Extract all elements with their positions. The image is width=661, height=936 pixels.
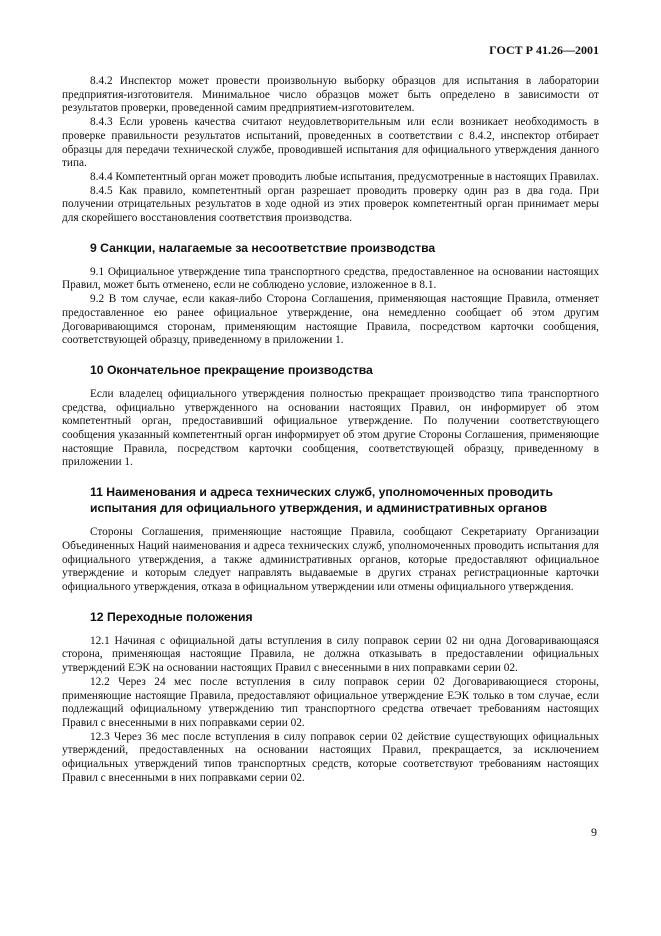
document-body <box>62 75 599 785</box>
paragraph-8-4-5: 8.4.5 Как правило, компетентный орган разрешает проводить проверку один раз в два года. При получении отрицательных результатов в ходе одной из этих проверок компетентный орган принимает меры для скорейшего восстановления соответствия производства. <box>62 184 599 225</box>
section-9-heading: 9 Санкции, налагаемые за несоответствие производства <box>90 240 436 255</box>
paragraph-10: Если владелец официального утверждения полностью прекращает производство типа транспортного средства, официально утвержденного на основании настоящих Правил, он информирует об этом компетентный орган, предоставивший официальное утверждение. По получении соответствующего сообщения указанный компетентный орган информирует об этом другие Стороны Соглашения, применяющие настоящие Правила, посредством карточки сообщения, соответствующей образцу, приведенному в приложении 1. <box>62 387 599 469</box>
section-12-heading: 12 Переходные положения <box>90 609 253 624</box>
paragraph-9-2: 9.2 В том случае, если какая-либо Сторона Соглашения, применяющая настоящие Правила, отменяет предоставленное ею ранее официальное утверждение, она немедленно сообщает об этом другим Договаривающимся сторонам, применяющим настоящие Правила, посредством карточки сообщения, соответствующей образцу, приведенному в приложении 1. <box>62 293 599 347</box>
section-11-heading: 11 Наименования и адреса технических служб, уполномоченных проводить испытания для официального утверждения, и административных органов <box>90 485 553 516</box>
document-code-header: ГОСТ Р 41.26—2001 <box>489 43 599 57</box>
section-10-heading: 10 Окончательное прекращение производства <box>90 362 373 377</box>
paragraph-8-4-3: 8.4.3 Если уровень качества считают неудовлетворительным или если возникает необходимость в проверке правильности результатов испытаний, проведенных в соответствии с 8.4.2, инспектор отбирает образцы для передачи технической службе, проводившей испытания для официального утверждения данного типа. <box>62 116 599 170</box>
paragraph-9-1: 9.1 Официальное утверждение типа транспортного средства, предоставленное на основании настоящих Правил, может быть отменено, если не соблюдено условие, изложенное в 8.1. <box>62 265 599 292</box>
paragraph-8-4-2: 8.4.2 Инспектор может провести произвольную выборку образцов для испытания в лаборатории предприятия-изготовителя. Минимальное число образцов может быть определено в зависимости от результатов проверки, проведенной самим предприятием-изготовителем. <box>62 75 599 115</box>
paragraph-12-1: 12.1 Начиная с официальной даты вступления в силу поправок серии 02 ни одна Договаривающаяся сторона, применяющая настоящие Правила, не должна отказывать в предоставлении официальных утверждений ЕЭК на основании настоящих Правил с внесенными в них поправками серии 02. <box>62 634 599 675</box>
paragraph-12-3: 12.3 Через 36 мес после вступления в силу поправок серии 02 действие существующих официальных утверждений, предоставленных на основании настоящих Правил, прекращается, за исключением официальных утверждений типов транспортных средств, которые соответствуют требованиям настоящих Правил с внесенными в них поправками серии 02. <box>62 730 599 784</box>
paragraph-11: Стороны Соглашения, применяющие настоящие Правила, сообщают Секретариату Организации Объединенных Наций наименования и адреса технических служб, уполномоченных проводить испытания для официального утверждения, а также административных органов, которые предоставляют официальное утверждение и которым следует направлять выдаваемые в других странах регистрационные карточки официального утверждения, отказа в официальном утверждении или отмены официального утверждения. <box>62 526 599 593</box>
paragraph-8-4-4: 8.4.4 Компетентный орган может проводить любые испытания, предусмотренные в настоящих Правилах. <box>90 170 599 183</box>
paragraph-12-2: 12.2 Через 24 мес после вступления в силу поправок серии 02 Договаривающиеся стороны, применяющие настоящие Правила, предоставляют официальное утверждение ЕЭК только в том случае, если подлежащий официальному утверждению тип транспортного средства отвечает требованиям настоящих Правил с внесенными в них поправками серии 02. <box>62 675 599 729</box>
page-number: 9 <box>591 825 597 839</box>
